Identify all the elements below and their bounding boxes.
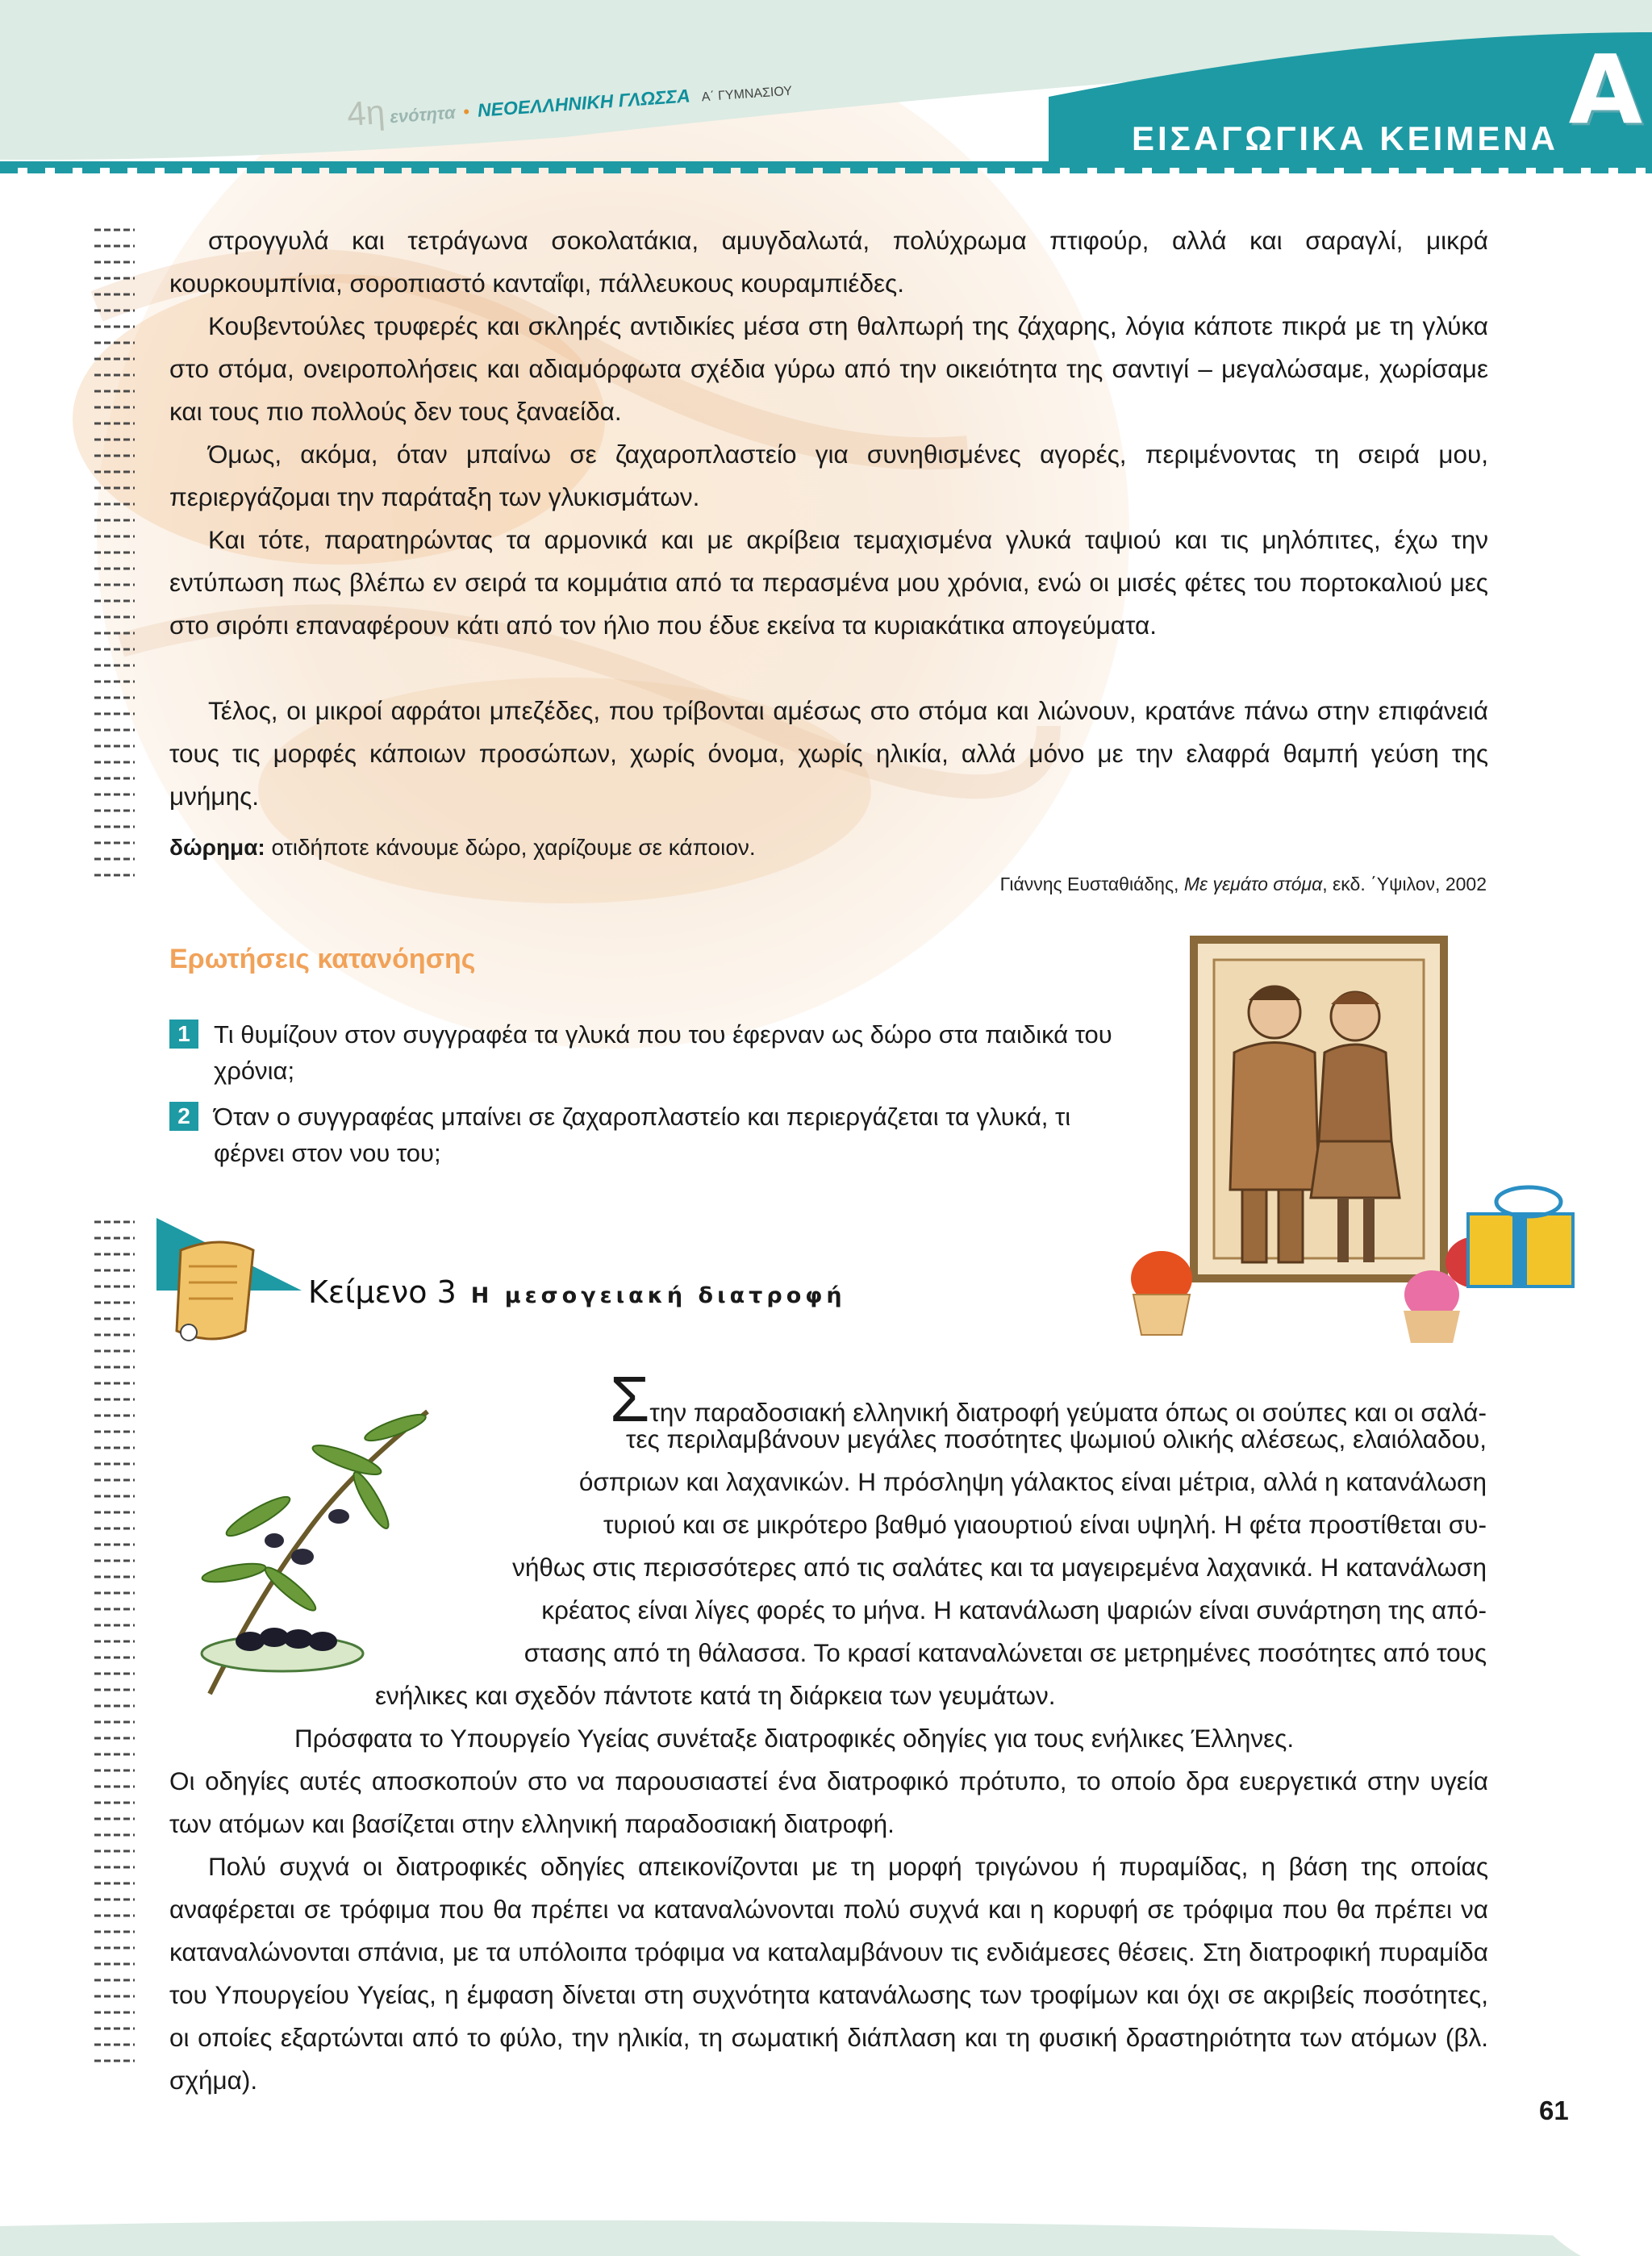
question-text: Όταν ο συγγραφέας μπαίνει σε ζαχαροπλαστείο και περιεργάζεται τα γλυκά, τι φέρνει στον νου του;	[214, 1103, 1071, 1167]
question-item	[169, 1099, 1137, 1171]
paragraph-3: Όμως, ακόμα, όταν μπαίνω σε ζαχαροπλαστείο για συνηθισμένες αγορές, περιμένοντας τη σειρά μου, περιεργάζομαι την παράταξη των γλυκισμάτων.	[169, 440, 1488, 511]
paragraph-1: στρογγυλά και τετράγωνα σοκολατάκια, αμυγδαλωτά, πολύχρωμα πτιφούρ, αλλά και σαραγλί, μικρά κουρκουμπίνια, σοροπιαστό κανταΐφι, πάλλευκους κουραμπιέδες.	[169, 226, 1488, 298]
unit-number: 4η	[345, 92, 386, 134]
text3-paragraph-2-first-line: Πρόσφατα το Υπουργείο Υγείας συνέταξε διατροφικές οδηγίες για τους ενήλικες Έλληνες.	[294, 1724, 1295, 1753]
page-number: 61	[1539, 2095, 1569, 2125]
source-citation	[1000, 874, 1487, 895]
couple-portrait-illustration	[1113, 924, 1597, 1343]
paragraph-5: Τέλος, οι μικροί αφράτοι μπεζέδες, που τρίβονται αμέσως στο στόμα και λιώνουν, κρατάνε πάνω στην επιφάνειά τους τις μορφές κάποιων προσώπων, χωρίς όνομα, χωρίς ηλικία, αλλά μόνο με την ελαφρά θαμπή γεύση της μνήμης.	[169, 696, 1488, 811]
question-text: Τι θυμίζουν στον συγγραφέα τα γλυκά που του έφερναν ως δώρο στα παιδικά του χρόνια;	[214, 1020, 1112, 1085]
question-number-badge: 1	[169, 1020, 198, 1049]
subject-title: ΝΕΟΕΛΛΗΝΙΚΗ ΓΛΩΣΣΑ	[477, 85, 691, 121]
text3-paragraph-3: Πολύ συχνά οι διατροφικές οδηγίες απεικονίζονται με τη μορφή τριγώνου ή πυραμίδας, η βάση της οποίας αναφέρεται σε τρόφιμα που θα πρέπει να καταναλώνονται πολύ συχνά και η κορυφή σε τρόφιμα που θα πρέπει να καταναλώνονται σπάνια, με τα υπόλοιπα τρόφιμα να καταλαμβάνουν τις ενδιάμεσες θέσεις. Στη διατροφική πυραμίδα του Υπουργείου Υγείας, η έμφαση δίνεται στη συχνότητα κατανάλωσης των τροφίμων και όχι σε ακριβείς ποσότητες, οι οποίες εξαρτώνται από το φύλο, την ηλικία, τη σωματική διάπλαση και τη φυσική δραστηριότητα των ατόμων (βλ. σχήμα).	[169, 1852, 1488, 2095]
separator-dot: •	[462, 101, 470, 122]
text3-label: Κείμενο 3	[308, 1274, 457, 1310]
glossary-definition: οτιδήποτε κάνουμε δώρο, χαρίζουμε σε κάποιον.	[265, 835, 756, 860]
text3-title	[308, 1274, 846, 1310]
questions-heading: Ερωτήσεις κατανόησης	[169, 944, 476, 974]
spiral-binding-top	[90, 226, 139, 887]
section-title: ΕΙΣΑΓΩΓΙΚΑ ΚΕΙΜΕΝΑ	[1131, 119, 1558, 157]
text3-line: κρέατος είναι λίγες φορές το μήνα. Η κατανάλωση ψαριών είναι συνάρτηση της από-	[541, 1595, 1487, 1624]
text3-line: ενήλικες και σχεδόν πάντοτε κατά τη διάρκεια των γευμάτων.	[375, 1681, 1056, 1710]
scroll-icon	[156, 1218, 302, 1347]
olive-branch-illustration	[161, 1395, 452, 1702]
text3-line: στασης από τη θάλασσα. Το κρασί καταναλώνεται σε μετρημένες ποσότητες από τους	[524, 1638, 1487, 1667]
question-item	[169, 1016, 1137, 1089]
section-letter: Α	[1568, 34, 1642, 145]
grade-label: Α΄ ΓΥΜΝΑΣΙΟΥ	[701, 84, 793, 105]
drop-cap: Σ	[609, 1363, 650, 1435]
text3-line: νήθως στις περισσότερες από τις σαλάτες και τα μαγειρεμένα λαχανικά. Η κατανάλωση	[512, 1553, 1487, 1582]
paragraph-2: Κουβεντούλες τρυφερές και σκληρές αντιδικίες μέσα στη θαλπωρή της ζάχαρης, λόγια κάποτε πικρά με τη γλύκα στο στόμα, ονειροπολήσεις και αδιαμόρφωτα σχέδια γύρω από την οικειότητα της σαντιγί – μεγαλώσαμε, χωρίσαμε και τους πιο πολλούς δεν τους ξαναείδα.	[169, 311, 1488, 426]
glossary-term: δώρημα:	[169, 835, 265, 860]
text3-line: όσπριων και λαχανικών. Η πρόσληψη γάλακτος είναι μέτρια, αλλά η κατανάλωση	[578, 1467, 1487, 1496]
text3-subtitle: Η μεσογειακή διατροφή	[470, 1283, 846, 1308]
source-author: Γιάννης Ευσταθιάδης,	[999, 874, 1184, 894]
question-number-badge: 2	[169, 1102, 198, 1131]
spiral-binding-bottom	[90, 1218, 139, 2081]
text3-line: τυριού και σε μικρότερο βαθμό γιαουρτιού είναι υψηλή. Η φέτα προστίθεται συ-	[603, 1510, 1487, 1539]
text3-line: τες περιλαμβάνουν μεγάλες ποσότητες ψωμιού ολικής αλέσεως, ελαιόλαδου,	[626, 1424, 1487, 1453]
source-publisher: , εκδ. ΄Υψιλον, 2002	[1322, 874, 1487, 894]
source-book: Με γεμάτο στόμα	[1183, 874, 1323, 894]
text3-line-text: την παραδοσιακή ελληνική διατροφή γεύματα όπως οι σούπες και οι σαλά-	[649, 1398, 1487, 1427]
glossary-note	[169, 835, 756, 861]
paragraph-4: Και τότε, παρατηρώντας τα αρμονικά και με ακρίβεια τεμαχισμένα γλυκά ταψιού και τις μηλόπιτες, έχω την εντύπωση πως βλέπω εν σειρά τα κομμάτια από τα περασμένα μου χρόνια, ενώ οι μισές φέτες του πορτοκαλιού μες στο σιρόπι επαναφέρουν κάτι από τον ήλιο που έδυε εκείνα τα κυριακάτικα απογεύματα.	[169, 525, 1488, 640]
unit-word: ενότητα	[389, 102, 457, 127]
text3-paragraph-2: Οι οδηγίες αυτές αποσκοπούν στο να παρουσιαστεί ένα διατροφικό πρότυπο, το οποίο δρα ευεργετικά στην υγεία των ατόμων και βασίζεται στην ελληνική παραδοσιακή διατροφή.	[169, 1766, 1488, 1838]
